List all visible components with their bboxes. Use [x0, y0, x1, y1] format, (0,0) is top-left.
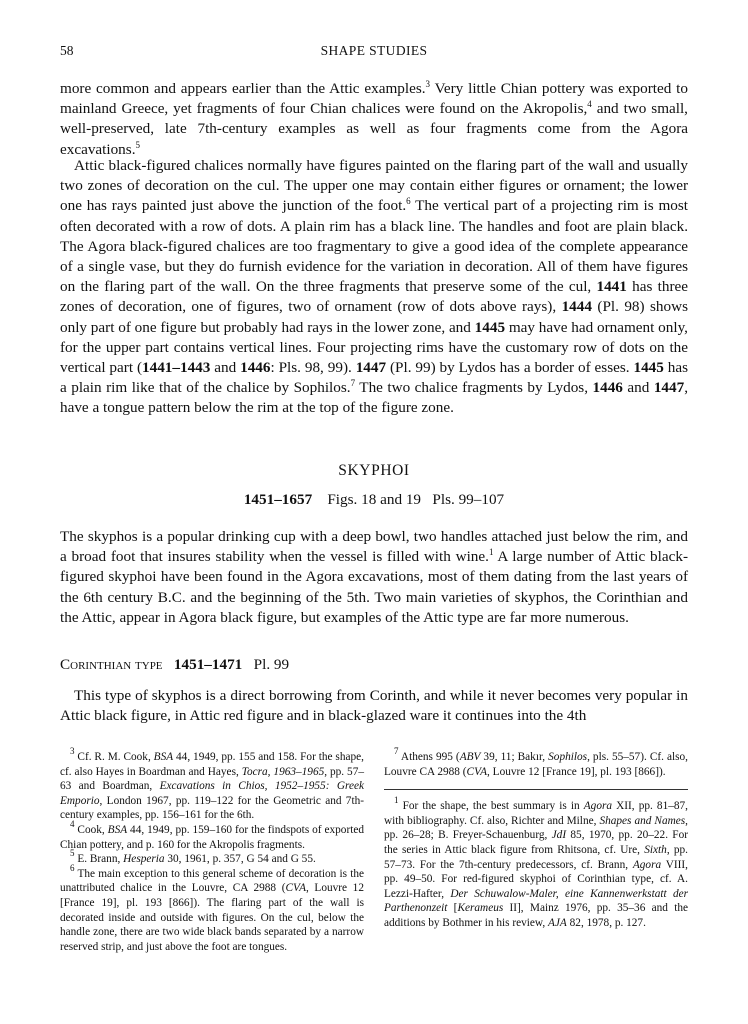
footnote-4: $^4$ Cook, BSA 44, 1949, pp. 159–160 for the findspots of exported Chian pottery, and p. 160 for the Akropolis fragments.: [60, 818, 365, 851]
footnote-5: $^5$ E. Brann, Hesperia 30, 1961, p. 357, G 54 and G 55.: [70, 848, 316, 866]
footnote-ref: 6: [406, 196, 411, 207]
subsection-heading: [60, 656, 289, 674]
catalog-number: 1447: [653, 379, 685, 397]
footnote-ref: 4: [587, 99, 592, 110]
section-numbers: 1451–1657: [243, 491, 313, 508]
paragraph-corinthian-type: This type of skyphos is a direct borrowing from Corinth, and while it never becomes very popular in Attic black figure, in Attic red figure and in black-glazed ware it continues into the 4th: [60, 687, 688, 725]
catalog-number: 1444: [561, 298, 592, 316]
section-subtitle: [0, 491, 748, 509]
catalog-number: 1445: [633, 359, 664, 377]
footnote-6: $^6$ The main exception to this general scheme of decoration is the unattributed chalice in the Louvre, CA 2988 (CVA, Louvre 12 [France 19], pl. 193 [866]). The flaring part of the wall is decorated inside and outside with figures. On the cul, below the handle zone, there are two wide black bands separated by a narrow reserved strip, and just above the foot are tongues.: [60, 862, 364, 953]
footnotes-left: [60, 746, 365, 954]
page-number: 58: [60, 43, 74, 58]
catalog-number: 1446: [240, 359, 271, 377]
paragraph-skyphos-intro: The skyphos is a popular drinking cup with a deep bowl, two handles attached just below the rim, and a broad foot that insures stability when the vessel is filled with wine.$^1$ A large number of Attic black-figured skyphoi have been found in the Agora excavations, most of them dating from the last years of the 6th century B.C. and the beginning of the 5th. Two main varieties of skyphos, the Corinthian and the Attic, appear in Agora black figure, but examples of the Attic type are far more numerous.: [60, 528, 688, 626]
section-title: SKYPHOI: [338, 462, 410, 479]
catalog-number: 1447: [355, 359, 387, 377]
paragraph-attic-chalices: Attic black-figured chalices normally have figures painted on the flaring part of the wall and usually two zones of decoration on the cul. The upper one may contain either figures or ornament; the lower one has rays painted just above the junction of the foot.$^6$ The vertical part of a projecting rim is most often decorated with a row of dots. A plain rim has a black line. The handles and foot are plain black. The Agora black-figured chalices are too fragmentary to give a good idea of the complete appearance of a single vase, but they do furnish evidence for the variation in decoration. All of them have figures on the flaring part of the wall. On the three fragments that preserve some of the cul, 1441 has three zones of decoration, one of figures, two of ornament (row of dots above rays), 1444 (Pl. 98) shows only part of one figure but probably had rays in the lower zone, and 1445 may have had ornament only, for the upper part contains vertical lines. Four projecting rims have the customary row of dots on the vertical part (1441–1443 and 1446: Pls. 98, 99). 1447 (Pl. 99) by Lydos has a border of esses. 1445 has a plain rim like that of the chalice by Sophilos.$^7$ The two chalice fragments by Lydos, 1446 and 1447, have a tongue pattern below the rim at the top of the figure zone.: [60, 157, 688, 417]
footnote-7: $^7$ Athens 995 (ABV 39, 11; Bakır, Sophilos, pls. 55–57). Cf. also, Louvre CA 2988 (CVA, Louvre 12 [France 19], pl. 193 [866]).: [384, 746, 688, 778]
footnotes-right: [384, 746, 689, 931]
subsection-plate: Pl. 99: [253, 656, 290, 673]
footnote-ref: 5: [135, 139, 140, 150]
running-title: SHAPE STUDIES: [320, 43, 428, 58]
catalog-number: 1445: [474, 318, 506, 336]
footnote-1: $^1$ For the shape, the best summary is in Agora XII, pp. 81–87, with bibliography. Cf. also, Richter and Milne, Shapes and Names, pp. 26–28; B. Freyer-Schauenburg, JdI 85, 1970, pp. 20–22. For the series in Attic black figure from Rhitsona, cf. Ure, Sixth, pp. 57–73. For the 7th-century predecessors, cf. Brann, Agora VIII, pp. 49–50. For red-figured skyphoi of Corinthian type, cf. A. Lezzi-Hafter, Der Schuwalow-Maler, eine Kannenwerkstatt der Parthenonzeit [Kerameus II], Mainz 1976, pp. 35–36 and the additions by Bothmer in his review, AJA 82, 1978, p. 127.: [384, 795, 689, 929]
subsection-numbers: 1451–1471: [173, 656, 243, 673]
footnote-ref: 7: [350, 378, 356, 389]
catalog-number: 1441–1443: [142, 359, 211, 377]
footnote-ref: 3: [425, 79, 431, 89]
section-refs: Figs. 18 and 19 Pls. 99–107: [327, 491, 505, 508]
catalog-number: 1446: [592, 379, 623, 397]
footnote-3: $^3$ Cf. R. M. Cook, BSA 44, 1949, pp. 155 and 158. For the shape, cf. also Hayes in Boardman and Hayes, Tocra, 1963–1965, pp. 57–63 and Boardman, Excavations in Chios, 1952–1955: Greek Emporio, London 1967, pp. 119–122 for the Geometric and 7th-century examples, pp. 156–161 for the 6th.: [60, 746, 365, 822]
footnote-divider: [384, 789, 688, 790]
subsection-label: Corinthian type: [60, 656, 163, 673]
catalog-number: 1441: [596, 278, 627, 296]
paragraph-chian-chalices: more common and appears earlier than the Attic examples.$^3$ Very little Chian pottery was exported to mainland Greece, yet fragments of four Chian chalices were found on the Akropolis,$^4$ and two small, well-preserved, late 7th-century examples as well as four fragments come from the Agora excavations.$^5$: [60, 79, 688, 158]
footnote-ref: 1: [488, 547, 494, 558]
